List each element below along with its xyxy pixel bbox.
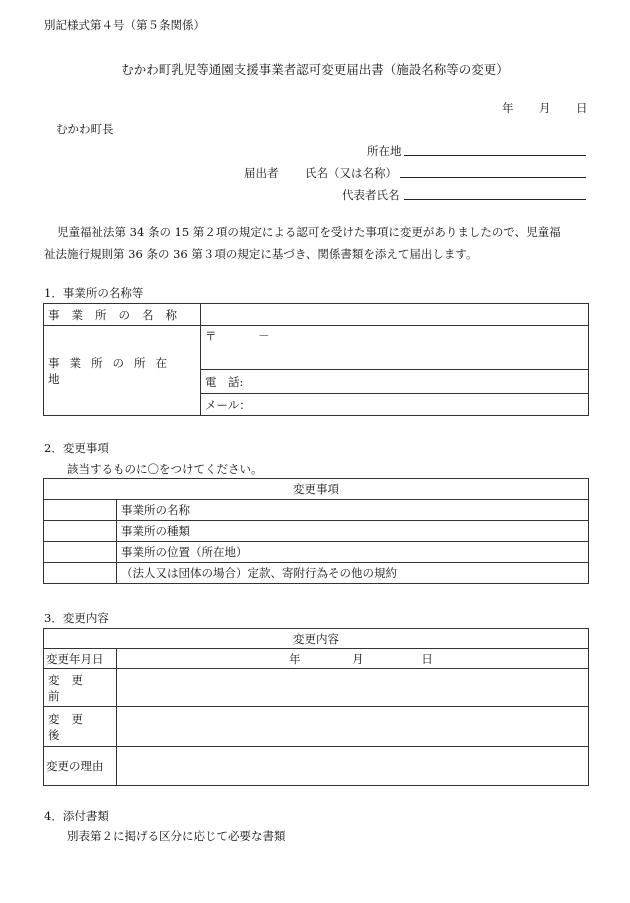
phone-field[interactable]	[201, 370, 589, 394]
change-item-mark-cell[interactable]	[44, 563, 117, 584]
change-item: 事業所の名称	[117, 500, 589, 521]
change-item: 事業所の位置（所在地）	[117, 542, 589, 563]
address-field[interactable]	[404, 141, 586, 156]
name-label: 氏名（又は名称）	[305, 166, 397, 180]
after-field[interactable]	[117, 707, 589, 747]
email-field[interactable]	[201, 394, 589, 416]
section4-heading: 4．添付書類	[44, 809, 109, 823]
date-year: 年	[502, 101, 514, 115]
change-content-table	[43, 628, 589, 786]
after-label: 変更後	[44, 707, 117, 747]
facility-table	[43, 303, 589, 416]
change-date-field[interactable]	[117, 649, 589, 669]
notifier-label: 届出者	[244, 166, 279, 180]
body-text-line1: 児童福祉法第 34 条の 15 第２項の規定による認可を受けた事項に変更がありましたので、児童福	[57, 225, 561, 239]
representative-label: 代表者氏名	[342, 188, 400, 202]
change-item-mark-cell[interactable]	[44, 521, 117, 542]
change-item-mark-cell[interactable]	[44, 500, 117, 521]
change-item-mark-cell[interactable]	[44, 542, 117, 563]
before-field[interactable]	[117, 669, 589, 707]
section3-heading: 3．変更内容	[44, 611, 109, 625]
postal-mark: 〒	[205, 329, 217, 343]
facility-name-label: 事業所の名称	[44, 304, 201, 326]
change-date-day: 日	[421, 651, 433, 666]
section1-heading: 1．事業所の名称等	[44, 286, 144, 300]
reason-label: 変更の理由	[44, 747, 117, 786]
page-title: むかわ町乳児等通園支援事業者認可変更届出書（施設名称等の変更）	[121, 62, 509, 77]
body-text-line2: 祉法施行規則第 36 条の 36 第３項の規定に基づき、関係書類を添えて届出します。	[44, 247, 478, 261]
section2-instruction: 該当するものに〇をつけてください。	[67, 462, 263, 476]
section2-heading: 2．変更事項	[44, 441, 109, 455]
before-label: 変更前	[44, 669, 117, 707]
change-items-table	[43, 478, 589, 584]
address-label: 所在地	[367, 144, 402, 158]
change-date-month: 月	[352, 651, 364, 666]
addressee: むかわ町長	[56, 122, 114, 136]
change-item: 事業所の種類	[117, 521, 589, 542]
date-day: 日	[576, 101, 588, 115]
name-field[interactable]	[400, 163, 586, 178]
form-number: 別記様式第４号（第５条関係）	[44, 18, 205, 32]
change-date-year: 年	[289, 651, 301, 666]
reason-field[interactable]	[117, 747, 589, 786]
change-item: （法人又は団体の場合）定款、寄附行為その他の規約	[117, 563, 589, 584]
postal-dash: －	[258, 329, 270, 343]
email-label: メール：	[205, 397, 251, 412]
facility-location-label: 事業所の所在地	[44, 326, 201, 416]
phone-label: 電 話:	[205, 374, 244, 389]
representative-field[interactable]	[404, 185, 586, 200]
facility-name-field[interactable]	[201, 304, 589, 326]
change-items-header: 変更事項	[44, 479, 589, 500]
change-date-label: 変更年月日	[44, 649, 117, 669]
postal-address-field[interactable]	[201, 326, 589, 370]
section4-text: 別表第２に掲げる区分に応じて必要な書類	[67, 829, 286, 843]
change-content-header: 変更内容	[44, 629, 589, 649]
date-month: 月	[539, 101, 551, 115]
